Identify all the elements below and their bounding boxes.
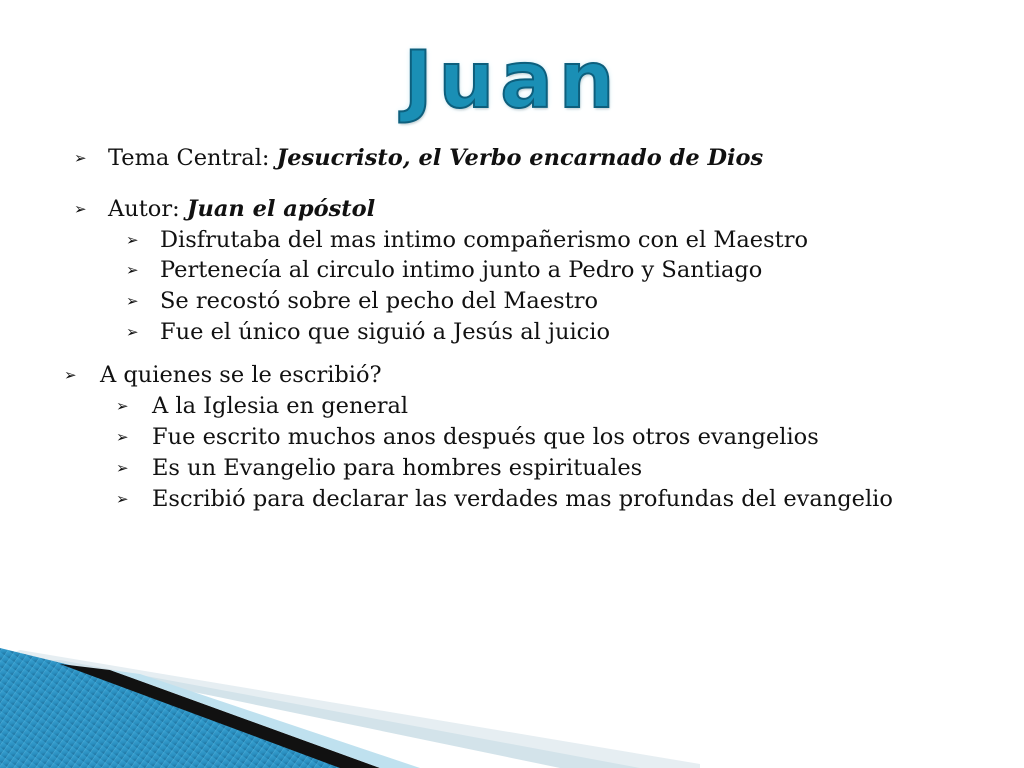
audience-point-text: Fue escrito muchos anos después que los otros evangelios [152, 424, 819, 450]
decorative-swoosh [0, 630, 700, 768]
author-point-text: Disfrutaba del mas intimo compañerismo con el Maestro [160, 227, 809, 253]
slide-title: Juan [403, 36, 621, 126]
author-label: Autor: [108, 196, 187, 222]
arrowhead-bullet-icon: ➢ [126, 323, 139, 341]
arrowhead-bullet-icon: ➢ [116, 490, 129, 508]
arrowhead-bullet-icon: ➢ [126, 292, 139, 310]
audience-point-text: A la Iglesia en general [152, 393, 409, 419]
audience-label: A quienes se le escribió? [100, 362, 382, 388]
author-point-text: Pertenecía al circulo intimo junto a Pedro y Santiago [160, 257, 763, 283]
arrowhead-bullet-icon: ➢ [74, 149, 87, 167]
audience-point-text: Es un Evangelio para hombres espirituales [152, 455, 643, 481]
author-point-text: Fue el único que siguió a Jesús al juicio [160, 319, 611, 345]
arrowhead-bullet-icon: ➢ [64, 366, 77, 384]
audience-point-text: Escribió para declarar las verdades mas profundas del evangelio [152, 486, 893, 512]
arrowhead-bullet-icon: ➢ [126, 231, 139, 249]
arrowhead-bullet-icon: ➢ [116, 459, 129, 477]
arrowhead-bullet-icon: ➢ [126, 261, 139, 279]
arrowhead-bullet-icon: ➢ [74, 200, 87, 218]
central-theme-label: Tema Central: [108, 145, 277, 171]
central-theme-value: Jesucristo, el Verbo encarnado de Dios [276, 145, 764, 171]
author-point-text: Se recostó sobre el pecho del Maestro [160, 288, 599, 314]
arrowhead-bullet-icon: ➢ [116, 397, 129, 415]
author-value: Juan el apóstol [186, 196, 376, 222]
arrowhead-bullet-icon: ➢ [116, 428, 129, 446]
